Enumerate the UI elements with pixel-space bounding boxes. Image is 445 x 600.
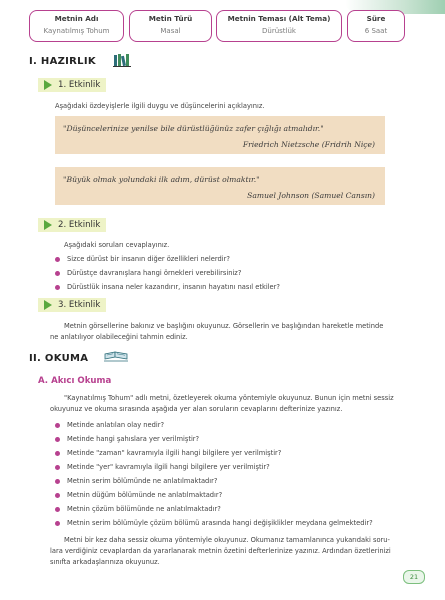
text-info-row bbox=[29, 10, 405, 44]
etkinlik-2-intro: Aşağıdaki soruları cevaplayınız. bbox=[64, 241, 170, 249]
bullet-dot-icon bbox=[55, 437, 60, 442]
tema-label: Metnin Teması (Alt Tema) bbox=[227, 14, 331, 23]
quote-2-text: "Büyük olmak yolundaki ilk adım, dürüst olmaktır." bbox=[63, 175, 260, 184]
tema-value: Dürüstlük bbox=[262, 27, 296, 35]
section-okuma-title: II. OKUMA bbox=[29, 353, 89, 364]
akici-outro-line-1: Metni bir kez daha sessiz okuma yöntemiyle okuyunuz. Okumanız tamamlanınca yukarıdaki soru- bbox=[64, 536, 390, 544]
books-icon bbox=[113, 53, 131, 67]
bullet-dot-icon bbox=[55, 423, 60, 428]
etkinlik-1-intro: Aşağıdaki özdeyişlerle ilgili duygu ve düşüncelerini açıklayınız. bbox=[55, 102, 265, 110]
bullet-dot-icon bbox=[55, 465, 60, 470]
quote-2-author: Samuel Johnson (Samuel Cansın) bbox=[247, 191, 375, 200]
bullet-dot-icon bbox=[55, 479, 60, 484]
etkinlik-3-line-1: Metnin görsellerine bakınız ve başlığını okuyunuz. Görsellerin ve başlığından hareketle metinde bbox=[64, 322, 384, 330]
quote-card-2 bbox=[55, 167, 385, 205]
bullet-dot-icon bbox=[55, 257, 60, 262]
metin-adi-label: Metnin Adı bbox=[54, 14, 99, 23]
bullet-dot-icon bbox=[55, 271, 60, 276]
metin-turu-box bbox=[129, 10, 212, 42]
quote-1-text: "Düşüncelerinize yenilse bile dürüstlüğünüz zafer çığlığı atmalıdır." bbox=[63, 124, 324, 133]
bullet-dot-icon bbox=[55, 285, 60, 290]
etkinlik-2-tab: 2. Etkinlik bbox=[38, 218, 106, 232]
sure-value: 6 Saat bbox=[364, 27, 388, 35]
etkinlik-1-tab: 1. Etkinlik bbox=[38, 78, 106, 92]
quote-card-1 bbox=[55, 116, 385, 154]
page-number: 21 bbox=[403, 570, 425, 584]
bullet-dot-icon bbox=[55, 493, 60, 498]
quote-1-author: Friedrich Nietzsche (Fridrih Niçe) bbox=[242, 140, 375, 149]
etkinlik-3-line-2: ne anlatılıyor olabileceğini tahmin ediniz. bbox=[50, 333, 188, 341]
bullet-dot-icon bbox=[55, 521, 60, 526]
akici-outro-line-2: lara verdiğiniz cevaplardan da yararlanarak metnin özetini defterlerinize yazınız. Ardından özetlerinizi bbox=[50, 547, 391, 555]
metin-adi-box bbox=[29, 10, 124, 42]
metin-adi-value: Kaynatılmış Tohum bbox=[43, 27, 110, 35]
akici-okuma-title: A. Akıcı Okuma bbox=[38, 376, 112, 386]
sure-label: Süre bbox=[366, 14, 386, 23]
akici-intro-line-2: okuyunuz ve okuma sırasında aşağıda yer alan soruların cevaplarını defterinize yazınız. bbox=[50, 405, 343, 413]
section-hazirlik-title: I. HAZIRLIK bbox=[29, 56, 96, 67]
bullet-dot-icon bbox=[55, 451, 60, 456]
akici-outro-line-3: sınıfta arkadaşlarınıza okuyunuz. bbox=[50, 558, 160, 566]
etkinlik-3-tab: 3. Etkinlik bbox=[38, 298, 106, 312]
sure-box bbox=[347, 10, 405, 42]
metin-turu-value: Masal bbox=[160, 27, 181, 35]
akici-intro-line-1: "Kaynatılmış Tohum" adlı metni, özetleyerek okuma yöntemiyle okuyunuz. Bunun için metni sessiz bbox=[64, 394, 394, 402]
reading-book-icon bbox=[103, 350, 129, 362]
bullet-dot-icon bbox=[55, 507, 60, 512]
metin-turu-label: Metin Türü bbox=[148, 14, 193, 23]
tema-box bbox=[216, 10, 342, 42]
